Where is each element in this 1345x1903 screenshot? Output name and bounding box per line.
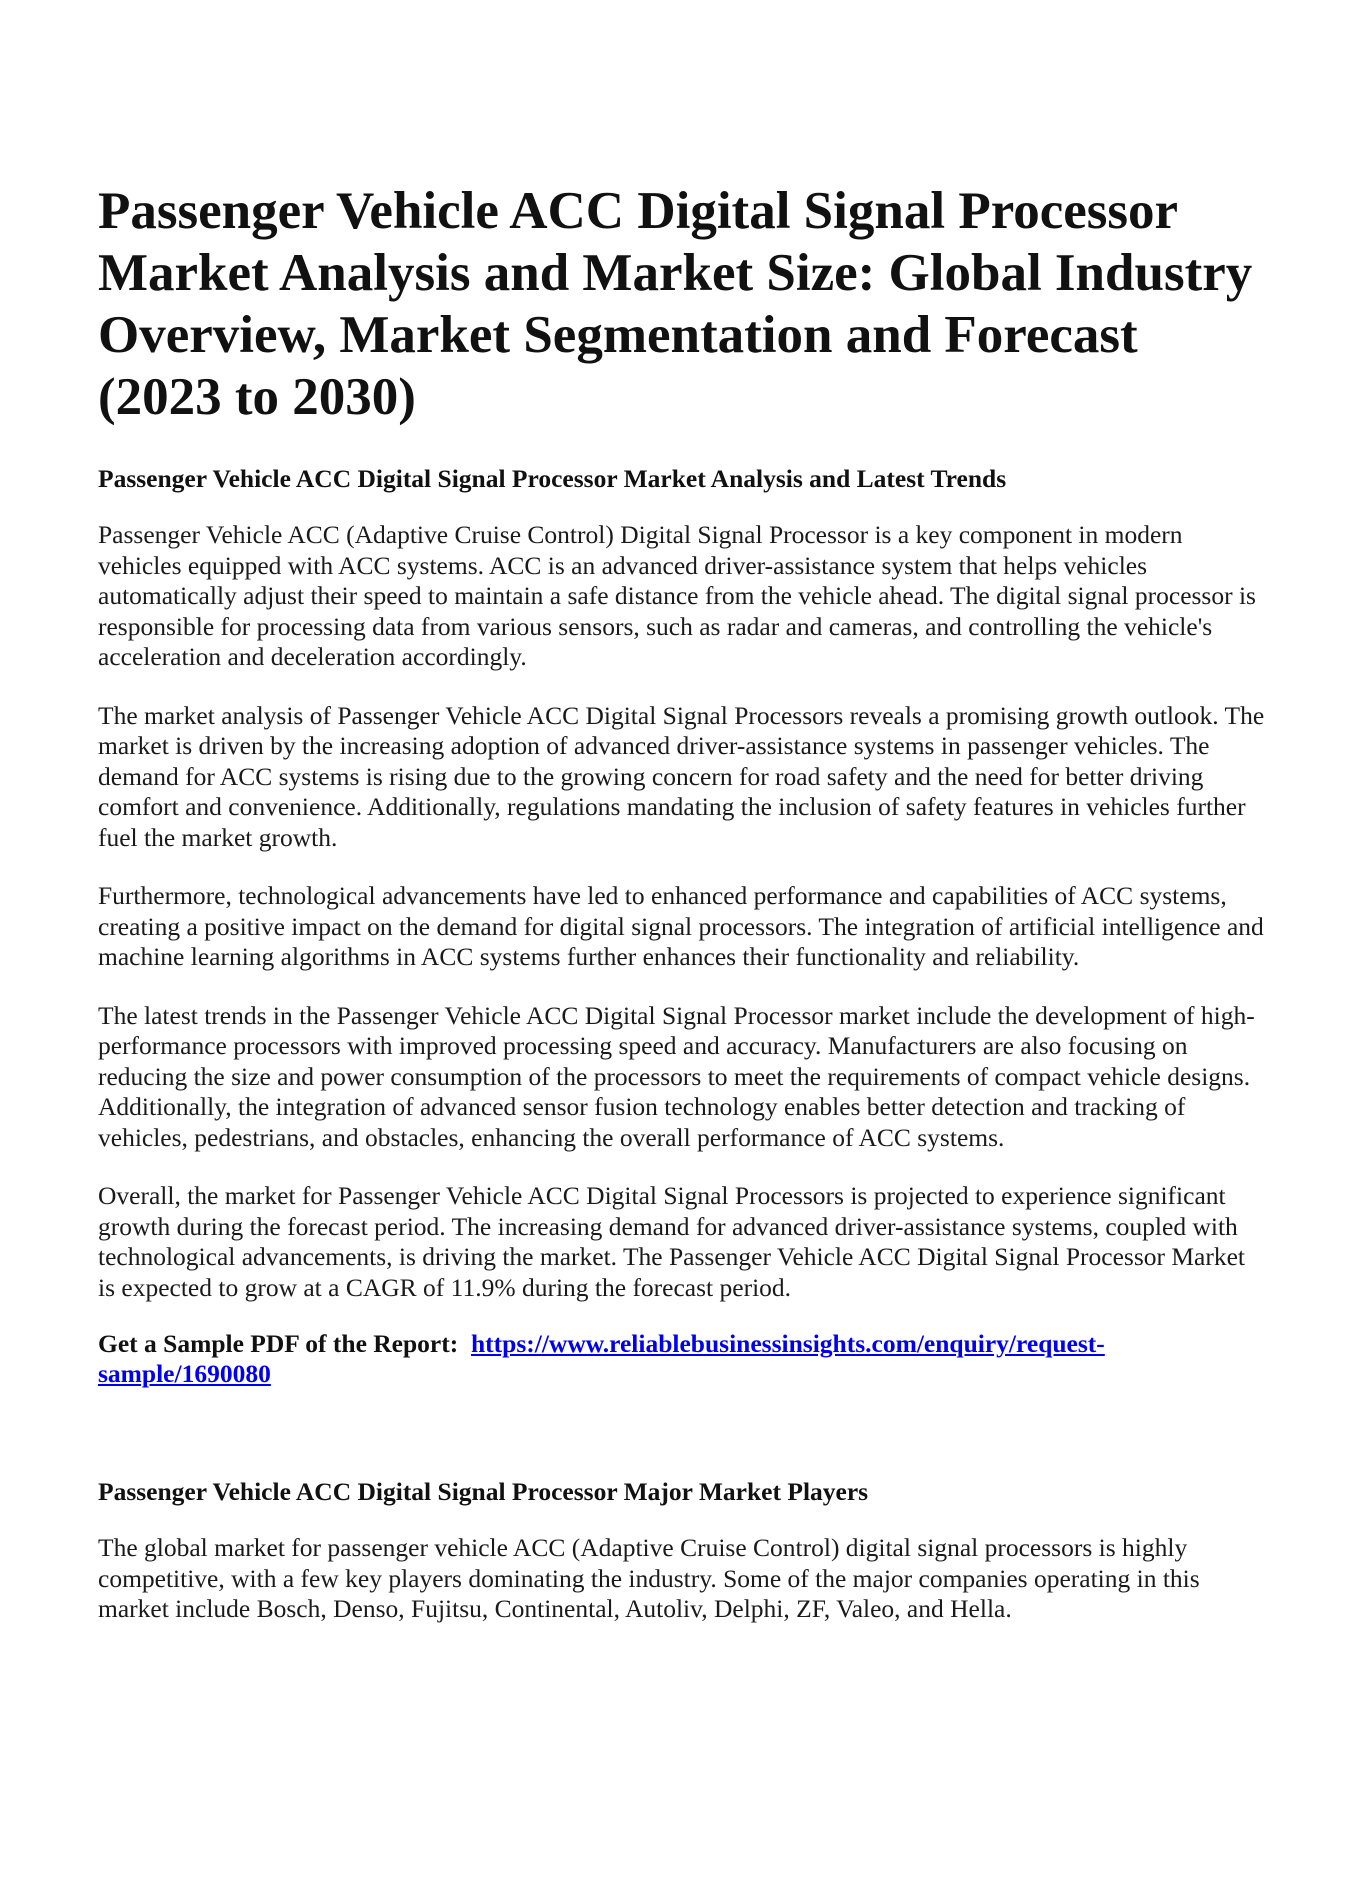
document-page — [98, 180, 1268, 1625]
paragraph-technology: Furthermore, technological advancements have led to enhanced performance and capabilities of ACC systems, creating a positive impact on the demand for digital signal processors. The integration of artificial intelligence and machine learning algorithms in ACC systems further enhances their functionality and reliability. — [98, 881, 1264, 971]
document-title: Passenger Vehicle ACC Digital Signal Processor Market Analysis and Market Size: Global Industry Overview, Market Segmentation and Forecast (2023 to 2030) — [98, 182, 1253, 426]
section-heading-analysis: Passenger Vehicle ACC Digital Signal Processor Market Analysis and Latest Trends — [98, 464, 1007, 493]
paragraph-overall: Overall, the market for Passenger Vehicle ACC Digital Signal Processors is projected to experience significant growth during the forecast period. The increasing demand for advanced driver-assistance systems, coupled with technological advancements, is driving the market. The Passenger Vehicle ACC Digital Signal Processor Market is expected to grow at a CAGR of 11.9% during the forecast period. — [98, 1181, 1246, 1302]
sample-pdf-line — [98, 1329, 1268, 1389]
paragraph-intro: Passenger Vehicle ACC (Adaptive Cruise Control) Digital Signal Processor is a key component in modern vehicles equipped with ACC systems. ACC is an advanced driver-assistance system that helps vehicles automatically adjust their speed to maintain a safe distance from the vehicle ahead. The digital signal processor is responsible for processing data from various sensors, such as radar and cameras, and controlling the vehicle's acceleration and deceleration accordingly. — [98, 520, 1256, 671]
paragraph-players: The global market for passenger vehicle ACC (Adaptive Cruise Control) digital signal processors is highly competitive, with a few key players dominating the industry. Some of the major companies operating in this market include Bosch, Denso, Fujitsu, Continental, Autoliv, Delphi, ZF, Valeo, and Hella. — [98, 1533, 1200, 1623]
sample-pdf-label: Get a Sample PDF of the Report: — [98, 1329, 459, 1358]
paragraph-market-analysis: The market analysis of Passenger Vehicle ACC Digital Signal Processors reveals a promising growth outlook. The market is driven by the increasing adoption of advanced driver-assistance systems in passenger vehicles. The demand for ACC systems is rising due to the growing concern for road safety and the need for better driving comfort and convenience. Additionally, regulations mandating the inclusion of safety features in vehicles further fuel the market growth. — [98, 700, 1265, 852]
paragraph-latest-trends: The latest trends in the Passenger Vehicle ACC Digital Signal Processor market include the development of high-performance processors with improved processing speed and accuracy. Manufacturers are also focusing on reducing the size and power consumption of the processors to meet the requirements of compact vehicle designs. Additionally, the integration of advanced sensor fusion technology enables better detection and tracking of vehicles, pedestrians, and obstacles, enhancing the overall performance of ACC systems. — [98, 1000, 1255, 1152]
section-heading-players: Passenger Vehicle ACC Digital Signal Processor Major Market Players — [98, 1477, 869, 1506]
sample-pdf-link[interactable]: https://www.reliablebusinessinsights.com/enquiry/request-sample/1690080 — [98, 1329, 1105, 1388]
